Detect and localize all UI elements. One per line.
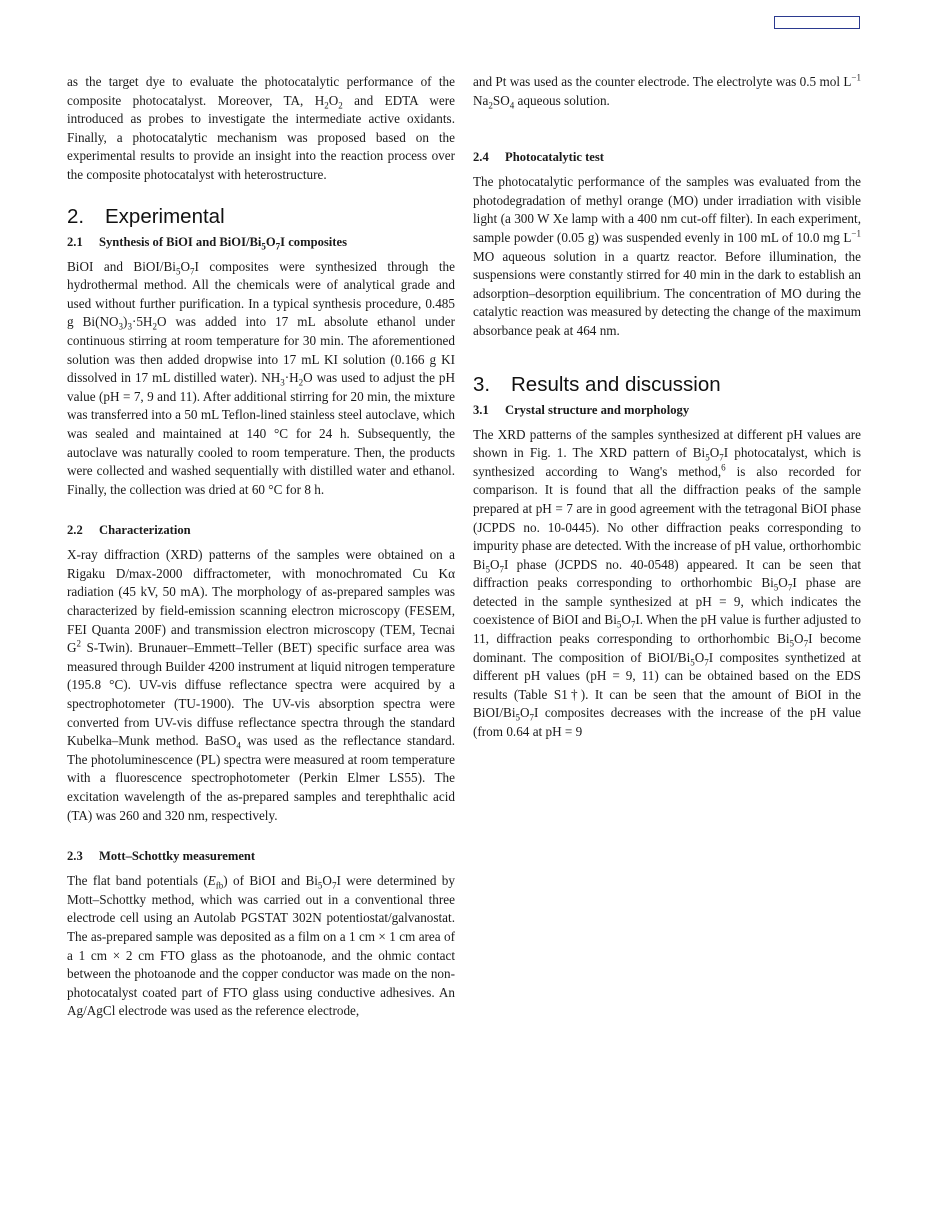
subsection-number: 2.3 bbox=[67, 849, 83, 864]
subsection-2-1-heading bbox=[67, 233, 455, 251]
journal-header-box bbox=[774, 16, 860, 29]
left-column bbox=[67, 73, 455, 1021]
photocatalytic-test-paragraph: The photocatalytic performance of the samples was evaluated from the photodegradation of methyl orange (MO) under irradiation with visible light (a 300 W Xe lamp with a 400 nm cut-off filter). In each experiment, sample powder (0.05 g) was suspended evenly in 100 mL of 10.0 mg $L^{-1}$ MO aqueous solution in a quartz reactor. Before illumination, the suspensions were constantly stirred for 40 min in the dark to establish an adsorption–desorption equilibrium. The concentration of MO during the catalytic reaction was measured by detecting the change of the maximum absorbance peak at 464 nm. bbox=[473, 174, 861, 338]
intro-paragraph: as the target dye to evaluate the photocatalytic performance of the composite photocatalyst. Moreover, TA, $H_2O_2$ and EDTA were introduced as probes to investigate the intermediate active oxidants. Finally, a photocatalytic mechanism was proposed based on the experimental results to provide an insight into the reaction process over the composite photocatalyst with heterostructure. bbox=[67, 74, 455, 182]
mott-schottky-paragraph: The flat band potentials $(E_{fb})$ of BiOI and $Bi_5O_7I$ were determined by Mott–Schottky method, which was carried out in a conventional three electrode cell using an Autolab PGSTAT 302N potentiostat/galvanostat. The as-prepared sample was deposited as a film on a 1 cm × 1 cm area of a 1 cm × 2 cm FTO glass as the photoanode, and the ohmic contact between the photoanode and the copper conductor was made on the non-photocatalyst coated part of FTO glass using conductive adhesives. An Ag/AgCl electrode was used as the reference electrode, bbox=[67, 873, 455, 1019]
subsection-2-2-heading bbox=[67, 521, 455, 539]
subsection-number: 2.2 bbox=[67, 523, 83, 538]
continued-paragraph: and Pt was used as the counter electrode. The electrolyte was 0.5 mol $L^{-1}$ $Na_2SO_4$ aqueous solution. bbox=[473, 72, 861, 111]
subsection-title: Synthesis of BiOI and BiOI/$Bi_5O_7I$ composites bbox=[99, 234, 347, 252]
subsection-title: Crystal structure and morphology bbox=[505, 402, 690, 417]
subsection-2-4-heading bbox=[473, 148, 861, 166]
right-column bbox=[473, 73, 861, 742]
subsection-number: 2.1 bbox=[67, 234, 83, 249]
subsection-number: 2.4 bbox=[473, 150, 489, 165]
subsection-title: Photocatalytic test bbox=[505, 150, 604, 165]
subsection-3-1-heading bbox=[473, 401, 861, 419]
section-2-heading bbox=[67, 204, 455, 230]
subsection-2-3-heading bbox=[67, 847, 455, 865]
crystal-structure-paragraph: The XRD patterns of the samples synthesized at different pH values are shown in Fig. 1. The XRD pattern of $Bi_5O_7I$ photocatalyst, which is synthesized according to Wang's method,$^6$ is also recorded for comparison. It is found that all the diffraction peaks of the sample prepared at pH = 7 are in good agreement with the tetragonal BiOI phase (JCPDS no. 10-0445). No other diffraction peaks corresponding to impurity phase are detected. With the increase of pH value, orthorhombic $Bi_5O_7I$ phase (JCPDS no. 40-0548) appeared. It can be seen that diffraction peaks corresponding to orthorhombic $Bi_5O_7I$ phase are detected in the sample synthesized at pH = 9, which indicates the coexistence of BiOI and $Bi_5O_7I$. When the pH value is further adjusted to 11, diffraction peaks corresponding to orthorhombic $Bi_5O_7I$ become dominant. The composition of BiOI/$Bi_5O_7I$ composites synthetized at different pH values (pH = 9, 11) can be obtained based on the EDS results (Table S1†). It can be seen that the amount of BiOI in the BiOI/$Bi_5O_7I$ composites decreases with the increase of the pH value (from 0.64 at pH = 9 bbox=[473, 426, 862, 740]
subsection-number: 3.1 bbox=[473, 402, 489, 417]
section-number: 3. bbox=[473, 372, 491, 396]
section-3-heading bbox=[473, 372, 861, 398]
subsection-title: Characterization bbox=[99, 523, 191, 538]
characterization-paragraph: X-ray diffraction (XRD) patterns of the samples were obtained on a Rigaku D/max-2000 diffractometer, with monochromated Cu Kα radiation (45 kV, 50 mA). The morphology of as-prepared samples was characterized by field-emission scanning electron microscopy (FESEM, FEI Quanta 200F) and transmission electron microscopy (TEM, Tecnai $G^2$ S-Twin). Brunauer–Emmett–Teller (BET) specific surface area was measured through Builder 4200 instrument at liquid nitrogen temperature (195.8 °C). UV-vis diffuse reflectance spectra were acquired by a spectrophotometer (TU-1900). The UV-vis absorption spectra were converted from UV-vis diffuse reflectance spectra through the standard Kubelka–Munk method. BaSO$_4$ was used as the reflectance standard. The photoluminescence (PL) spectra were measured at room temperature with a fluorescence spectrophotometer (Perkin Elmer LS55). The excitation wavelength of the as-prepared samples and terephthalic acid (TA) was 260 and 320 nm, respectively. bbox=[67, 547, 456, 823]
section-title: Experimental bbox=[105, 204, 225, 228]
section-title: Results and discussion bbox=[511, 372, 721, 396]
subsection-title: Mott–Schottky measurement bbox=[99, 849, 256, 864]
section-number: 2. bbox=[67, 204, 85, 228]
synthesis-paragraph: BiOI and BiOI/$Bi_5O_7I$ composites were synthesized through the hydrothermal method. All the chemicals were of analytical grade and used without further purification. In a typical synthesis procedure, 0.485 g $Bi(NO_3)_3\cdot 5H_2O$ was added into 17 mL absolute ethanol under continuous stirring at room temperature for 30 min. The aforementioned solution was then added dropwise into 17 mL KI solution (0.166 g KI dissolved in 17 mL distilled water). $NH_3\cdot H_2O$ was used to adjust the pH value (pH = 7, 9 and 11). After additional stirring for 20 min, the mixture was transferred into a 50 mL Teflon-lined stainless steel autoclave, which was sealed and maintained at 140 °C for 24 h. Subsequently, the autoclave was naturally cooled to room temperature. Then, the products were collected and washed sequentially with distilled water and ethanol. Finally, the collection was dried at 60 °C for 8 h. bbox=[67, 258, 456, 497]
